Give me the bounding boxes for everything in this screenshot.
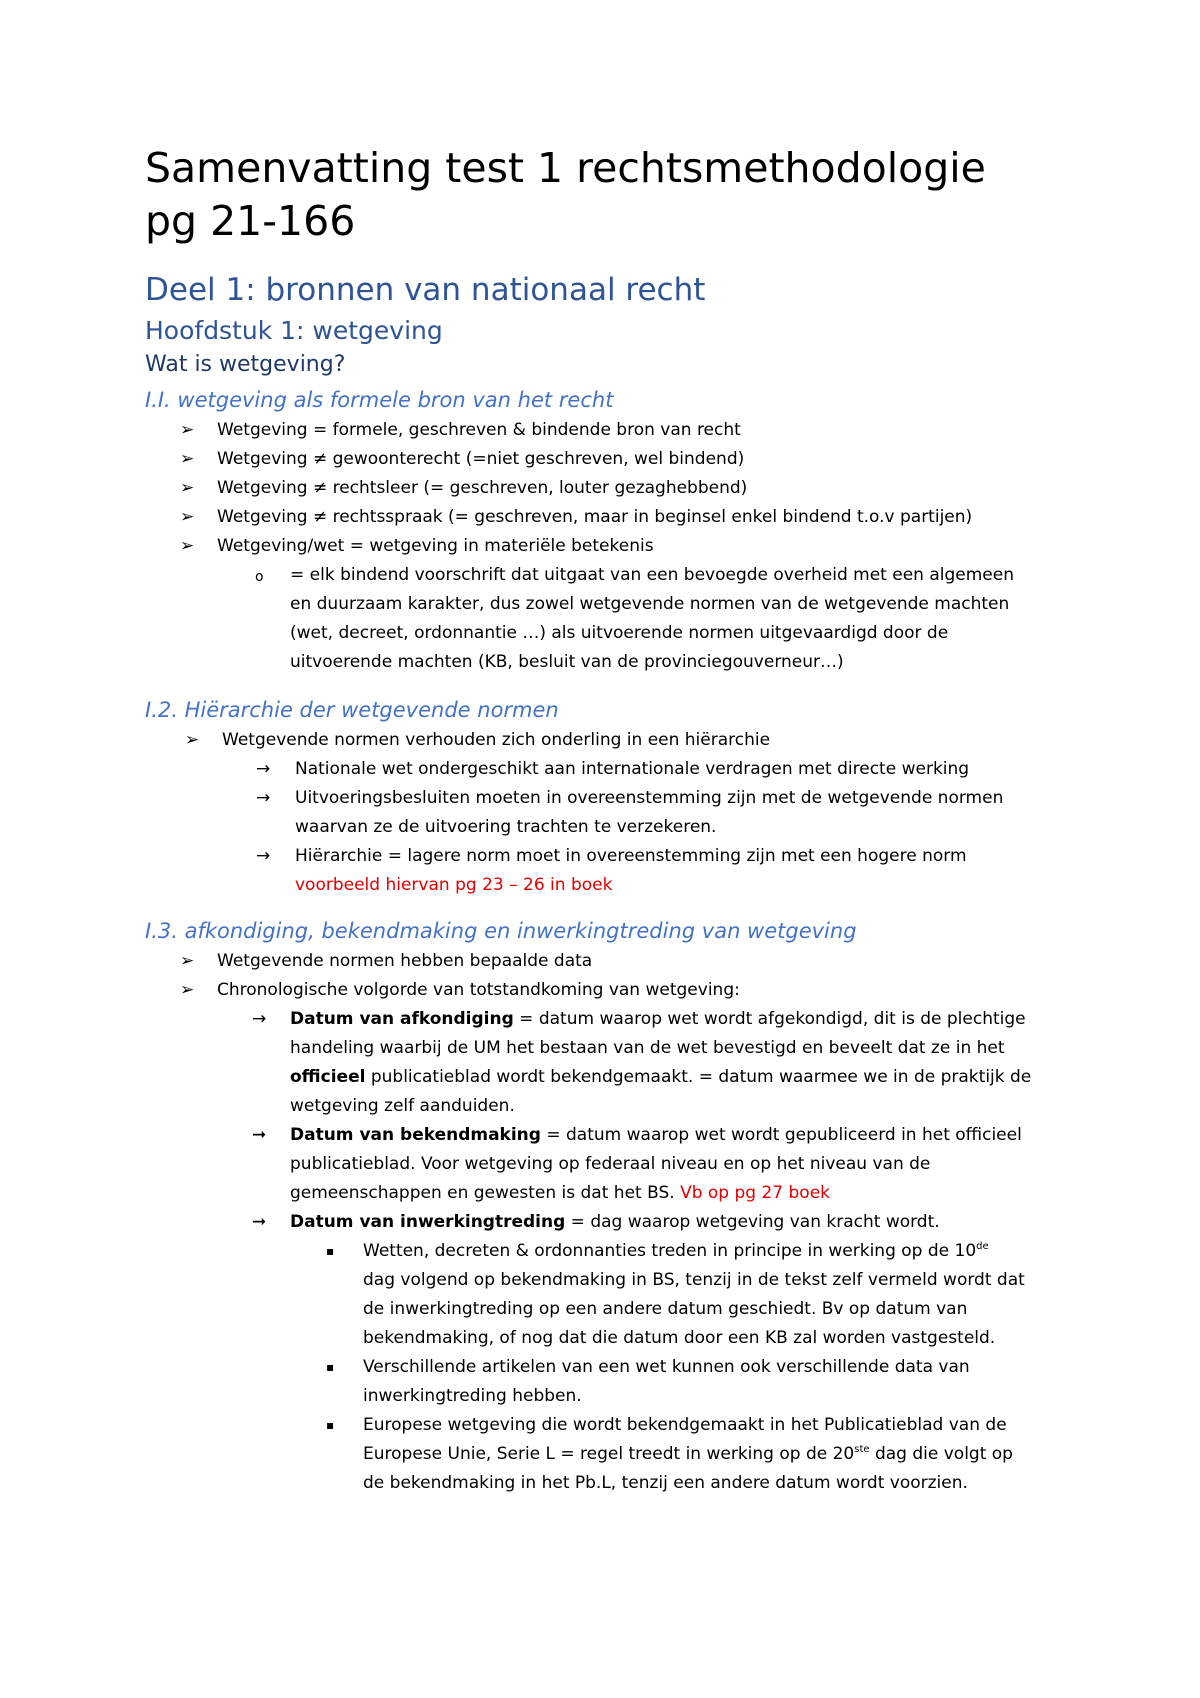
arrowhead-bullet-icon: ➢ (180, 536, 195, 556)
book-reference-note: Vb op pg 27 boek (680, 1183, 830, 1203)
date-term: Datum van inwerkingtreding (290, 1212, 566, 1232)
list-item-line: Datum van afkondiging = datum waarop wet wordt afgekondigd, dit is de plechtige (290, 1009, 1026, 1029)
arrow-bullet-icon: → (256, 846, 271, 866)
date-term: Datum van afkondiging (290, 1009, 514, 1029)
section-heading-2: I.2. Hiërarchie der wetgevende normen (145, 698, 559, 722)
chapter-heading: Hoofdstuk 1: wetgeving (145, 316, 443, 345)
part-heading: Deel 1: bronnen van nationaal recht (145, 272, 706, 308)
list-item-line: Datum van bekendmaking = datum waarop wet wordt gepubliceerd in het officieel (290, 1125, 1022, 1145)
list-item: Wetgeving ≠ gewoonterecht (=niet geschreven, wel bindend) (217, 449, 745, 469)
list-item: Wetgevende normen hebben bepaalde data (217, 951, 593, 971)
list-item-line: Wetten, decreten & ordonnanties treden in principe in werking op de 10de (363, 1241, 989, 1261)
bold-arrow-bullet-icon: ➞ (252, 1125, 267, 1145)
list-item: Wetgeving ≠ rechtsleer (= geschreven, louter gezaghebbend) (217, 478, 748, 498)
list-item: Nationale wet ondergeschikt aan internationale verdragen met directe werking (295, 759, 970, 779)
arrow-bullet-icon: → (256, 788, 271, 808)
square-bullet-icon: ▪ (326, 1360, 335, 1374)
list-item-line: de bekendmaking in het Pb.L, tenzij een andere datum wordt voorzien. (363, 1473, 968, 1493)
list-item-line: (wet, decreet, ordonnantie …) als uitvoerende normen uitgevaardigd door de (290, 623, 949, 643)
title-line-1: Samenvatting test 1 rechtsmethodologie (145, 144, 986, 192)
list-item-line: Uitvoeringsbesluiten moeten in overeenstemming zijn met de wetgevende normen (295, 788, 1004, 808)
arrowhead-bullet-icon: ➢ (180, 449, 195, 469)
list-item-line: = elk bindend voorschrift dat uitgaat van een bevoegde overheid met een algemeen (290, 565, 1014, 585)
arrowhead-bullet-icon: ➢ (180, 478, 195, 498)
list-item-line: Verschillende artikelen van een wet kunnen ook verschillende data van (363, 1357, 970, 1377)
list-item-line: Europese Unie, Serie L = regel treedt in werking op de 20ste dag die volgt op (363, 1444, 1013, 1464)
book-reference-note: voorbeeld hiervan pg 23 – 26 in boek (295, 875, 613, 895)
arrow-bullet-icon: → (252, 1009, 267, 1029)
list-item-line: publicatieblad. Voor wetgeving op federaal niveau en op het niveau van de (290, 1154, 931, 1174)
arrowhead-bullet-icon: ➢ (180, 980, 195, 1000)
list-item-line: uitvoerende machten (KB, besluit van de provinciegouverneur…) (290, 652, 844, 672)
document-title (145, 142, 986, 248)
list-item-line: Europese wetgeving die wordt bekendgemaakt in het Publicatieblad van de (363, 1415, 1007, 1435)
list-item-line: gemeenschappen en gewesten is dat het BS. Vb op pg 27 boek (290, 1183, 830, 1203)
list-item-line: waarvan ze de uitvoering trachten te verzekeren. (295, 817, 717, 837)
arrowhead-bullet-icon: ➢ (180, 507, 195, 527)
list-item-line: de inwerkingtreding op een andere datum geschiedt. Bv op datum van (363, 1299, 968, 1319)
list-item-line: Datum van inwerkingtreding = dag waarop wetgeving van kracht wordt. (290, 1212, 940, 1232)
section-heading-3: I.3. afkondiging, bekendmaking en inwerkingtreding van wetgeving (145, 919, 857, 943)
list-item-line: inwerkingtreding hebben. (363, 1386, 582, 1406)
list-item-line: Hiërarchie = lagere norm moet in overeenstemming zijn met een hogere norm (295, 846, 967, 866)
arrowhead-bullet-icon: ➢ (185, 730, 200, 750)
list-item: Wetgeving = formele, geschreven & bindende bron van recht (217, 420, 741, 440)
arrowhead-bullet-icon: ➢ (180, 420, 195, 440)
square-bullet-icon: ▪ (326, 1418, 335, 1432)
circle-bullet-icon: o (255, 569, 264, 585)
list-item: Wetgeving ≠ rechtsspraak (= geschreven, maar in beginsel enkel bindend t.o.v partijen) (217, 507, 973, 527)
list-item-line: en duurzaam karakter, dus zowel wetgevende normen van de wetgevende machten (290, 594, 1010, 614)
section-heading-1: I.I. wetgeving als formele bron van het recht (145, 388, 614, 412)
square-bullet-icon: ▪ (326, 1244, 335, 1258)
list-item-line: wetgeving zelf aanduiden. (290, 1096, 515, 1116)
list-item: Wetgeving/wet = wetgeving in materiële betekenis (217, 536, 654, 556)
bold-arrow-bullet-icon: ➞ (252, 1212, 267, 1232)
arrowhead-bullet-icon: ➢ (180, 951, 195, 971)
list-item: Wetgevende normen verhouden zich onderling in een hiërarchie (222, 730, 771, 750)
list-item-line: bekendmaking, of nog dat die datum door een KB zal worden vastgesteld. (363, 1328, 996, 1348)
subheading: Wat is wetgeving? (145, 352, 346, 377)
list-item: Chronologische volgorde van totstandkoming van wetgeving: (217, 980, 740, 1000)
date-term: Datum van bekendmaking (290, 1125, 541, 1145)
arrow-bullet-icon: → (256, 759, 271, 779)
list-item-line: dag volgend op bekendmaking in BS, tenzij in de tekst zelf vermeld wordt dat (363, 1270, 1025, 1290)
list-item-line: handeling waarbij de UM het bestaan van de wet bevestigd en beveelt dat ze in het (290, 1038, 1005, 1058)
list-item-line: officieel publicatieblad wordt bekendgemaakt. = datum waarmee we in de praktijk de (290, 1067, 1032, 1087)
title-line-2: pg 21-166 (145, 197, 356, 245)
